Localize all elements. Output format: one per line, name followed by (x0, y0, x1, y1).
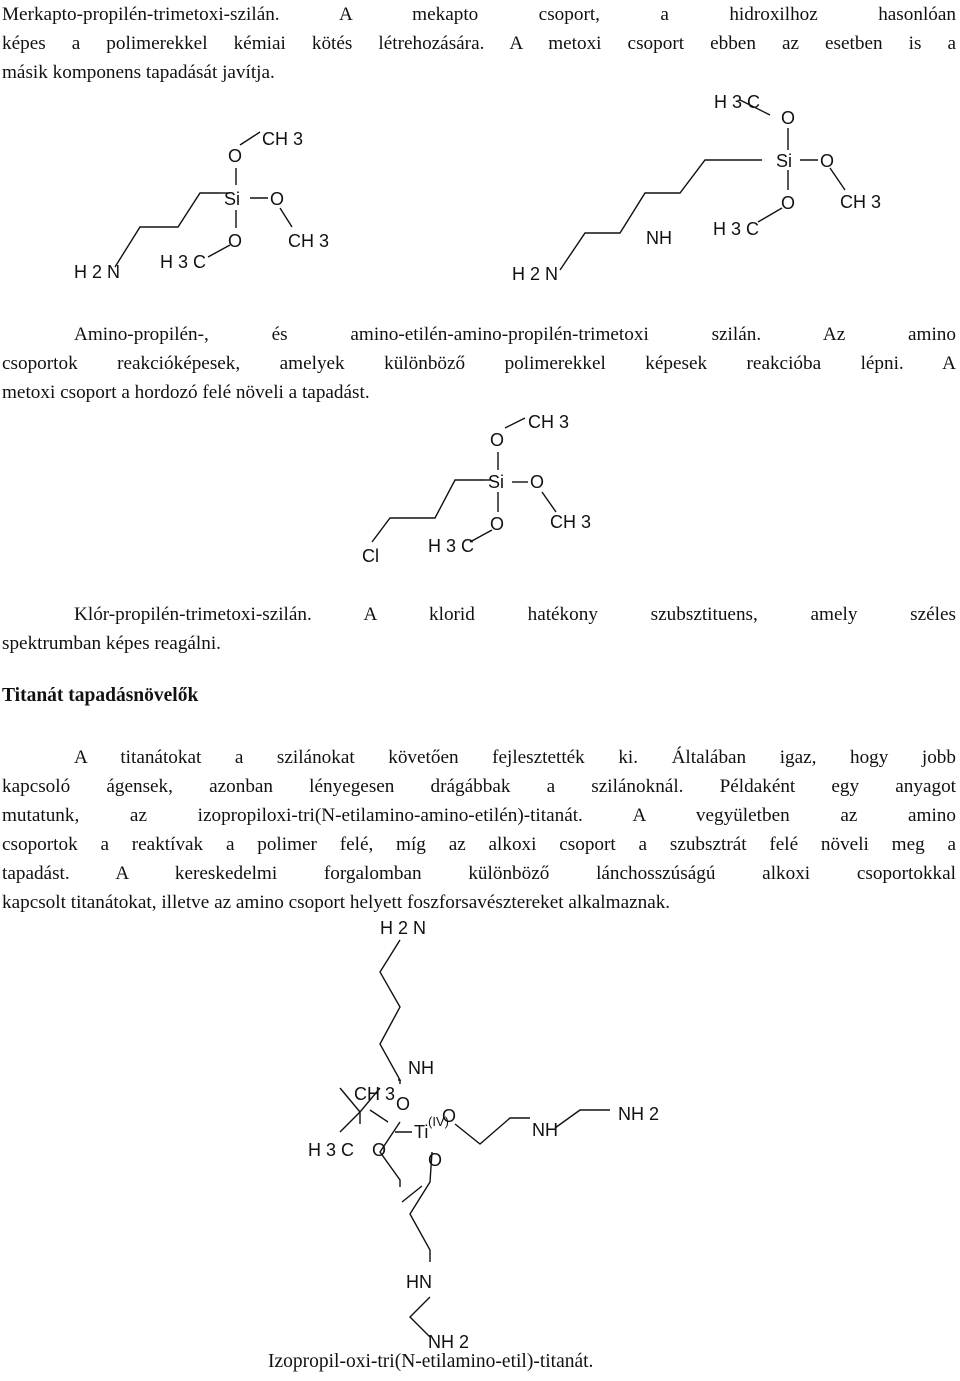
oxygen-atom: O (490, 430, 505, 450)
amino-propyl-silane-structure (60, 110, 360, 300)
methyl-group: CH 3 (550, 512, 592, 532)
methyl-group: CH 3 (354, 1084, 396, 1104)
text-line: képes a polimerekkel kémiai kötés létrehozására. A metoxi csoport ebben az esetben is a (2, 33, 956, 54)
amino-group: H 2 N (380, 918, 427, 938)
oxygen-atom: O (781, 193, 796, 213)
text-line: kapcsoló ágensek, azonban lényegesen drágábbak a szilánoknál. Példaként egy anyagot (2, 776, 956, 797)
text-line: spektrumban képes reagálni. (2, 633, 221, 654)
text-line: csoportok reakcióképesek, amelyek különböző polimerekkel képesek reakcióba lépni. A (2, 353, 956, 374)
imino-group: NH (646, 228, 672, 248)
text-line: kapcsolt titanátokat, illetve az amino csoport helyett foszforsavésztereket alkalmaznak. (2, 892, 671, 913)
paragraph-merkapto (2, 0, 956, 87)
text-line: A titanátokat a szilánokat követően fejlesztették ki. Általában igaz, hogy jobb (74, 747, 956, 768)
amino-group: H 2 N (512, 264, 559, 284)
silicon-atom: Si (776, 151, 793, 171)
oxygen-atom: O (396, 1094, 411, 1114)
oxygen-atom: O (228, 231, 243, 251)
silicon-atom: Si (488, 472, 505, 492)
text-line: mutatunk, az izopropiloxi-tri(N-etilamino-amino-etilén)-titanát. A vegyületben az amino (2, 805, 956, 826)
titanium-atom: Ti (414, 1122, 429, 1142)
text-line: Klór-propilén-trimetoxi-szilán. A klorid hatékony szubsztituens, amely széles (74, 604, 956, 625)
imino-group: NH (408, 1058, 434, 1078)
methyl-group: H 3 C (713, 219, 760, 239)
oxygen-atom: O (442, 1106, 457, 1126)
oxygen-atom: O (270, 189, 285, 209)
oxygen-atom: O (372, 1140, 387, 1160)
methyl-group: H 3 C (714, 92, 761, 112)
methyl-group: CH 3 (262, 129, 304, 149)
oxygen-atom: O (781, 108, 796, 128)
aminoethyl-aminopropyl-silane-structure (500, 80, 900, 300)
oxidation-state-label: (IV) (428, 1114, 449, 1129)
text-line: metoxi csoport a hordozó felé növeli a tapadást. (2, 382, 370, 403)
silicon-atom: Si (224, 189, 241, 209)
paragraph-chloro-silane (2, 600, 956, 658)
paragraph-titanates (2, 743, 956, 917)
paragraph-amino-silanes (2, 320, 956, 407)
methyl-group: H 3 C (160, 252, 207, 272)
oxygen-atom: O (820, 151, 835, 171)
methyl-group: H 3 C (428, 536, 475, 556)
methyl-group: CH 3 (840, 192, 882, 212)
text-line: Merkapto-propilén-trimetoxi-szilán. A mekapto csoport, a hidroxilhoz hasonlóan (2, 4, 956, 25)
text-line: másik komponens tapadását javítja. (2, 62, 275, 83)
oxygen-atom: O (490, 514, 505, 534)
amino-group: NH 2 (618, 1104, 660, 1124)
figure-caption: Izopropil-oxi-tri(N-etilamino-etil)-titanát. (268, 1351, 594, 1372)
amino-group: NH 2 (428, 1332, 470, 1352)
oxygen-atom: O (530, 472, 545, 492)
text-line: tapadást. A kereskedelmi forgalomban különböző lánchosszúságú alkoxi csoportokkal (2, 863, 956, 884)
imino-group: NH (532, 1120, 558, 1140)
oxygen-atom: O (228, 146, 243, 166)
chlorine-atom: Cl (362, 546, 379, 566)
text-line: Amino-propilén-, és amino-etilén-amino-propilén-trimetoxi szilán. Az amino (74, 324, 956, 345)
text-line: csoportok a reaktívak a polimer felé, míg az alkoxi csoport a szubsztrát felé növeli meg a (2, 834, 956, 855)
section-heading: Titanát tapadásnövelők (2, 685, 199, 706)
chloropropyl-silane-structure (360, 400, 620, 580)
methyl-group: H 3 C (308, 1140, 355, 1160)
amino-group: H 2 N (74, 262, 121, 282)
titanate-structure (300, 912, 680, 1352)
methyl-group: CH 3 (288, 231, 330, 251)
imino-group: HN (406, 1272, 432, 1292)
oxygen-atom: O (428, 1150, 443, 1170)
methyl-group: CH 3 (528, 412, 570, 432)
